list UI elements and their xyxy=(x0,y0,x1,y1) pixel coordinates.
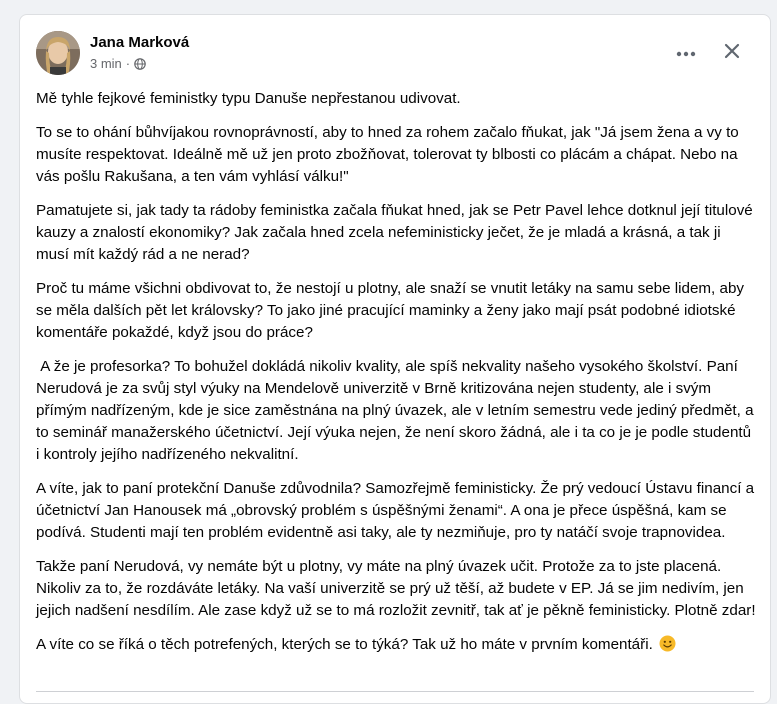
post-paragraph-last xyxy=(36,634,756,656)
avatar-photo xyxy=(36,31,80,75)
post-paragraph: A víte, jak to paní protekční Danuše zdůvodnila? Samozřejmě feministicky. Že prý vedoucí Ústavu financí a účetnictví Jan Hanousek má „obrovský problém s úspěšnými ženami“. A ona je přece úspěšná, kam se podívá. Studenti mají ten problém evidentně asi taky, ale ty nezmiňuje, pro ty natáčí svoje trapnovidea. xyxy=(36,480,759,541)
post-card xyxy=(19,14,771,704)
post-header xyxy=(36,31,754,77)
author-avatar[interactable] xyxy=(36,31,80,75)
post-paragraph: To se to ohání bůhvíjakou rovnoprávností, aby to hned za rohem začalo fňukat, jak "Já jsem žena a vy to musíte respektovat. Ideálně mě už jen proto zbožňovat, tolerovat ty blbosti co plácám a chápat. Nebo na vás pošlu Rakušana, a ten vám vyhlásí válku!" xyxy=(36,124,743,185)
footer-divider xyxy=(36,691,754,692)
post-paragraph: Pamatujete si, jak tady ta rádoby feministka začala fňukat hned, jak se Petr Pavel lehce dotknul její titulové kauzy a znalostí ekonomiky? Jak začala hned zcela nefeministicky ječet, že je mladá a krásná, a tak ji musí mít každý rád a ne nerad? xyxy=(36,202,757,263)
post-paragraph: A že je profesorka? To bohužel dokládá nikoliv kvality, ale spíš nekvality našeho vysokého školství. Paní Nerudová je za svůj styl výuky na Mendelově univerzitě v Brně kritizována nejen studenty, ale i svým přímým nadřízeným, kde je sice zaměstnána na plný úvazek, ale v letním semestru vede jediný předmět, a to seminář manažerského účetnictví. Její výuka nejen, že není skoro žádná, ale i ta co je je podle studentů i kontroly jejího nadřízeného nekvalitní. xyxy=(36,358,758,463)
more-horizontal-icon xyxy=(676,44,696,62)
close-button[interactable] xyxy=(714,35,750,71)
close-icon xyxy=(723,42,741,65)
globe-icon[interactable] xyxy=(134,58,146,70)
smiling-face-emoji xyxy=(659,635,676,652)
author-name[interactable]: Jana Marková xyxy=(90,34,190,51)
post-paragraph: Takže paní Nerudová, vy nemáte být u plotny, vy máte na plný úvazek učit. Protože za to jste placená. Nikoliv za to, že rozdáváte letáky. Na vaší univerzitě se prý už těší, až budete v EP. Já se jim nedivím, jen jejich nadšení nesdílím. Ale zase když už se to má rozložit zevnitř, tak ať je pěkně feministicky. Plotně zdar! xyxy=(36,558,756,619)
post-timestamp[interactable]: 3 min xyxy=(90,56,122,71)
post-meta xyxy=(90,56,146,71)
post-paragraph: Mě tyhle fejkové feministky typu Danuše nepřestanou udivovat. xyxy=(36,90,461,107)
post-paragraph-text: A víte co se říká o těch potrefených, kterých se to týká? Tak už ho máte v prvním komentáři. xyxy=(36,636,653,653)
post-paragraph: Proč tu máme všichni obdivovat to, že nestojí u plotny, ale snaží se vnutit letáky na samu sebe lidem, aby se měla dalších pět let královsky? To jako jiné pracující maminky a ženy jako mají psát podobné idiotské komentáře pokaždé, když jsou do práce? xyxy=(36,280,749,341)
more-options-button[interactable] xyxy=(668,35,704,71)
post-text xyxy=(36,88,759,668)
meta-separator: · xyxy=(125,56,131,71)
